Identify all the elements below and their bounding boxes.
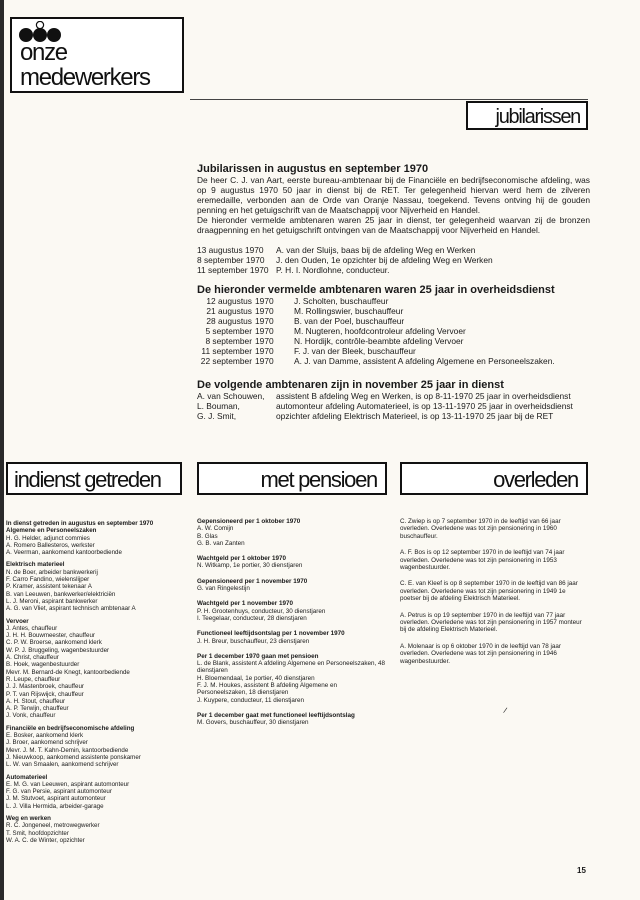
indienst-item: J. Vonk, chauffeur	[6, 712, 56, 720]
jubilaris-text: A. van der Sluijs, baas bij de afdeling Weg en Werken	[276, 245, 476, 255]
pensioen-item: I. Teegelaar, conducteur, 28 dienstjaren	[197, 614, 307, 622]
pensioen-item: G. B. van Zanten	[197, 539, 245, 547]
jubilarissen-article	[197, 163, 590, 275]
indienst-item: Mevr. J. M. T. Kahn-Demin, kantoorbediende	[6, 746, 129, 754]
indienst-item: B. van Leeuwen, bankwerker/elektriciën	[6, 590, 116, 598]
jubilaris-text: J. den Ouden, 1e opzichter bij de afdeling Weg en Werken	[276, 255, 493, 265]
indienst-item: E. Bosker, aankomend klerk	[6, 732, 84, 740]
group-gap	[197, 547, 387, 555]
indienst-item: A. G. van Vliet, aspirant technisch ambtenaar A	[6, 605, 136, 613]
indienst-item: L. J. Meroni, aspirant bankwerker	[6, 597, 98, 605]
overheidsdienst-list	[197, 296, 590, 366]
overheidsdienst-article	[197, 284, 590, 366]
indienst-item: C. P. W. Broerse, aankomend klerk	[6, 639, 102, 647]
overheidsdienst-row	[197, 346, 590, 356]
november-text: automonteur afdeling Automaterieel, is op 13-11-1970 25 jaar in overheidsdienst	[276, 401, 573, 411]
indienst-item: P. T. van Rijswijck, chauffeur	[6, 690, 84, 698]
november-row	[197, 401, 590, 411]
indienst-group-title: Automaterieel	[6, 773, 48, 781]
overheidsdienst-text: J. Scholten, buschauffeur	[294, 296, 389, 306]
indienst-item: L. J. Villa Hermida, arbeider-garage	[6, 802, 104, 810]
pensioen-group-title: Gepensioneerd per 1 oktober 1970	[197, 518, 301, 525]
overleden-title: overleden	[493, 467, 578, 492]
logo-line-1: onze	[20, 39, 67, 66]
pensioen-item: H. Bloemendaal, 1e portier, 40 dienstjaren	[197, 674, 315, 682]
pensioen-column	[197, 518, 387, 727]
group-gap	[197, 645, 387, 653]
indienst-item: A. P. Terwijn, chauffeur	[6, 705, 69, 713]
november-name: L. Bouman,	[197, 401, 240, 411]
overheidsdienst-text: N. Hordijk, contrôle-beambte afdeling Vervoer	[294, 336, 464, 346]
group-gap	[197, 704, 387, 712]
november-row	[197, 411, 590, 421]
logo-line-2: medewerkers	[20, 64, 150, 91]
jubilarissen-heading: Jubilarissen in augustus en september 1970	[197, 163, 429, 175]
indienst-item: J. Broer, aankomend schrijver	[6, 739, 88, 747]
indienst-group-title: Elektrisch materieel	[6, 561, 65, 569]
overheidsdienst-day: 12 augustus	[206, 296, 252, 306]
overheidsdienst-text: M. Nugteren, hoofdcontroleur afdeling Vervoer	[294, 326, 466, 336]
jubilarissen-list-1	[197, 245, 590, 275]
indienst-item: E. M. G. van Leeuwen, aspirant automonteur	[6, 780, 130, 788]
group-gap	[197, 592, 387, 600]
pensioen-item: N. Witkamp, 1e portier, 30 dienstjaren	[197, 562, 303, 570]
indienst-group-title: Algemene en Personeelszaken	[6, 527, 97, 535]
overheidsdienst-year: 1970	[255, 316, 274, 326]
november-text: opzichter afdeling Elektrisch Materieel, is op 13-11-1970 25 jaar bij de RET	[276, 411, 554, 421]
pensioen-group-title: Functioneel leeftijdsontslag per 1 november 1970	[197, 630, 345, 638]
overheidsdienst-day: 11 september	[201, 346, 252, 356]
jubilaris-row	[197, 245, 590, 255]
indienst-column	[6, 520, 182, 844]
overleden-item: A. F. Bos is op 12 september 1970 in de leeftijd van 74 jaar overleden. Overledene was tot zijn pensionering in 1953 wagenbestuurder.	[400, 549, 565, 572]
overleden-item: C. Zwiep is op 7 september 1970 in de leeftijd van 66 jaar overleden. Overledene was tot zijn pensionering in 1960 buschauffeur.	[400, 518, 561, 540]
pencil-mark: /	[502, 705, 508, 716]
indienst-item: W. A. C. de Winter, opzichter	[6, 836, 85, 844]
pensioen-item: M. Govers, buschauffeur, 30 dienstjaren	[197, 719, 309, 727]
indienst-item: N. de Boer, arbeider bankwerkerij	[6, 568, 98, 576]
indienst-item: A. Christ, chauffeur	[6, 654, 59, 662]
overheidsdienst-text: A. J. van Damme, assistent A afdeling Algemene en Personeelszaken.	[294, 356, 555, 366]
overheidsdienst-row	[197, 306, 590, 316]
pensioen-item: F. J. M. Houkes, assistent B afdeling Algemene en Personeelszaken, 18 dienstjaren	[197, 682, 338, 697]
overheidsdienst-day: 28 augustus	[206, 316, 252, 326]
pensioen-item: L. de Blank, assistent A afdeling Algemene en Personeelszaken, 48 dienstjaren	[197, 660, 385, 675]
pensioen-item: J. Kuypere, conducteur, 11 dienstjaren	[197, 696, 304, 704]
pensioen-item: G. van Ringelestijn	[197, 585, 250, 593]
overheidsdienst-text: B. van der Poel, buschauffeur	[294, 316, 405, 326]
overheidsdienst-row	[197, 296, 590, 306]
jubilaris-date: 13 augustus 1970	[197, 245, 264, 255]
overleden-item: A. Petrus is op 19 september 1970 in de leeftijd van 77 jaar overleden. Overledene was tot zijn pensionering in 1957 monteur bij de afdeling Elektrisch Materieel.	[400, 611, 582, 634]
november-row	[197, 391, 590, 401]
indienst-item: J. Nieuwkoop, aankomend assistente ponskamer	[6, 753, 141, 761]
overheidsdienst-year: 1970	[255, 296, 274, 306]
pensioen-section-header	[197, 462, 387, 495]
indienst-item: A. H. Stout, chauffeur	[6, 697, 66, 705]
indienst-item: W. P. J. Bruggeling, wagenbestuurder	[6, 646, 110, 654]
indienst-item: B. Hoek, wagenbestuurder	[6, 661, 80, 669]
overheidsdienst-year: 1970	[255, 356, 274, 366]
indienst-item: F. G. van Persie, aspirant automonteur	[6, 788, 112, 796]
indienst-item: R. C. Jongeneel, metrowegwerker	[6, 822, 100, 830]
pensioen-group-title: Wachtgeld per 1 oktober 1970	[197, 555, 286, 563]
jubilarissen-title: jubilarissen	[495, 106, 580, 128]
overheidsdienst-row	[197, 336, 590, 346]
november-article	[197, 379, 590, 421]
indienst-item: L. W. van Smaalen, aankomend schrijver	[6, 761, 119, 769]
indienst-heading: In dienst getreden in augustus en september 1970	[6, 520, 154, 527]
jubilarissen-rule	[190, 99, 588, 100]
indienst-item: A. Veerman, aankomend kantoorbediende	[6, 549, 122, 557]
jubilaris-date: 11 september 1970	[197, 265, 269, 275]
overheidsdienst-heading: De hieronder vermelde ambtenaren waren 25 jaar in overheidsdienst	[197, 284, 555, 296]
pensioen-group-title: Per 1 december gaat met functioneel leeftijdsontslag	[197, 711, 355, 719]
pensioen-item: A. W. Comijn	[197, 525, 234, 533]
pensioen-item: B. Glas	[197, 532, 218, 540]
overheidsdienst-year: 1970	[255, 346, 274, 356]
overheidsdienst-text: F. J. van der Bleek, buschauffeur	[294, 346, 416, 356]
pensioen-item: P. H. Grootenhuys, conducteur, 30 dienstjaren	[197, 607, 326, 615]
pensioen-group-title: Gepensioneerd per 1 november 1970	[197, 577, 308, 585]
pensioen-groups	[197, 518, 387, 727]
pensioen-title: met pensioen	[260, 467, 377, 492]
overleden-item: A. Molenaar is op 6 oktober 1970 in de leeftijd van 78 jaar overleden. Overledene was tot zijn pensionering in 1946 wagenbestuurder.	[400, 642, 562, 665]
indienst-item: H. G. Helder, adjunct commies	[6, 534, 90, 542]
indienst-group-title: Weg en werken	[6, 814, 51, 822]
overheidsdienst-year: 1970	[255, 326, 274, 336]
jubilaris-row	[197, 255, 590, 265]
indienst-item: J. J. Mastenbroek, chauffeur	[6, 683, 84, 691]
overheidsdienst-year: 1970	[255, 336, 274, 346]
indienst-item: A. Romero Ballesteros, werkster	[6, 541, 95, 549]
jubilarissen-section-header	[466, 101, 588, 130]
page-number: 15	[577, 866, 586, 875]
jubilarissen-intro: De heer C. J. van Aart, eerste bureau-ambtenaar bij de Financiële en bedrijfseconomische afdeling, was op 9 augustus 1970 50 jaar in dienst bij de RET. Ter gelegenheid hiervan werd hem de zilveren eremedaille, verbonden aan de Orde van Oranje Nassau, toegekend. Tevens ontving hij de gouden penning en het getuigschrift van de Maatschappij voor Nijverheid en Handel.	[197, 175, 590, 215]
indienst-item: T. Smit, hoofdopzichter	[6, 829, 69, 837]
november-name: A. van Schouwen,	[197, 391, 265, 401]
november-list	[197, 391, 590, 421]
overleden-item: C. E. van Kleef is op 8 september 1970 in de leeftijd van 86 jaar overleden. Overledene was tot zijn pensionering in 1949 1e poetser bij de afdeling Elektrisch Materieel.	[400, 580, 578, 603]
group-gap	[197, 622, 387, 630]
indienst-group-title: Financiële en bedrijfseconomische afdeling	[6, 724, 135, 732]
november-text: assistent B afdeling Weg en Werken, is op 8-11-1970 25 jaar in overheidsdienst	[276, 391, 571, 401]
indienst-item: P. Kramer, assistent tekenaar A	[6, 583, 92, 591]
overleden-items	[400, 518, 588, 665]
indienst-item: Mevr. M. Bernard-de Knegt, kantoorbediende	[6, 668, 130, 676]
jubilarissen-intro-2: De hieronder vermelde ambtenaren waren 25 jaar in dienst, ter gelegenheid waarvan zij de bronzen draagpenning en het getuigschrift ontvingen van de Maatschappij voor Nijverheid en Handel.	[197, 215, 590, 235]
overheidsdienst-day: 21 augustus	[206, 306, 252, 316]
jubilaris-row	[197, 265, 590, 275]
group-gap	[197, 570, 387, 578]
overheidsdienst-row	[197, 316, 590, 326]
indienst-title: indienst getreden	[14, 467, 161, 492]
pensioen-item: J. H. Breur, buschauffeur, 23 dienstjaren	[197, 637, 310, 645]
overheidsdienst-day: 22 september	[200, 356, 252, 366]
indienst-item: J. M. Stutvoet, aspirant automonteur	[6, 795, 106, 803]
scan-edge	[0, 0, 4, 900]
overheidsdienst-day: 5 september	[205, 326, 252, 336]
overheidsdienst-day: 8 september	[205, 336, 252, 346]
november-heading: De volgende ambtenaren zijn in november 25 jaar in dienst	[197, 379, 504, 391]
november-name: G. J. Smit,	[197, 411, 237, 421]
indienst-item: F. Carro Fandino, wielenslijper	[6, 576, 90, 584]
jubilaris-text: P. H. I. Nordlohne, conducteur.	[276, 265, 390, 275]
indienst-item: J. H. H. Bouwmeester, chauffeur	[6, 632, 95, 640]
overheidsdienst-year: 1970	[255, 306, 274, 316]
jubilaris-date: 8 september 1970	[197, 255, 265, 265]
overheidsdienst-row	[197, 326, 590, 336]
overheidsdienst-text: M. Rollingswier, buschauffeur	[294, 306, 404, 316]
overheidsdienst-row	[197, 356, 590, 366]
pensioen-group-title: Per 1 december 1970 gaan met pensioen	[197, 652, 319, 660]
indienst-groups	[6, 527, 182, 844]
onze-medewerkers-logo	[10, 17, 184, 93]
overleden-column	[400, 518, 588, 674]
overleden-section-header	[400, 462, 588, 495]
indienst-section-header	[6, 462, 182, 495]
pensioen-group-title: Wachtgeld per 1 november 1970	[197, 600, 294, 608]
indienst-item: J. Antes, chauffeur	[6, 624, 58, 632]
indienst-group-title: Vervoer	[6, 617, 29, 625]
indienst-item: R. Leupe, chauffeur	[6, 675, 61, 683]
